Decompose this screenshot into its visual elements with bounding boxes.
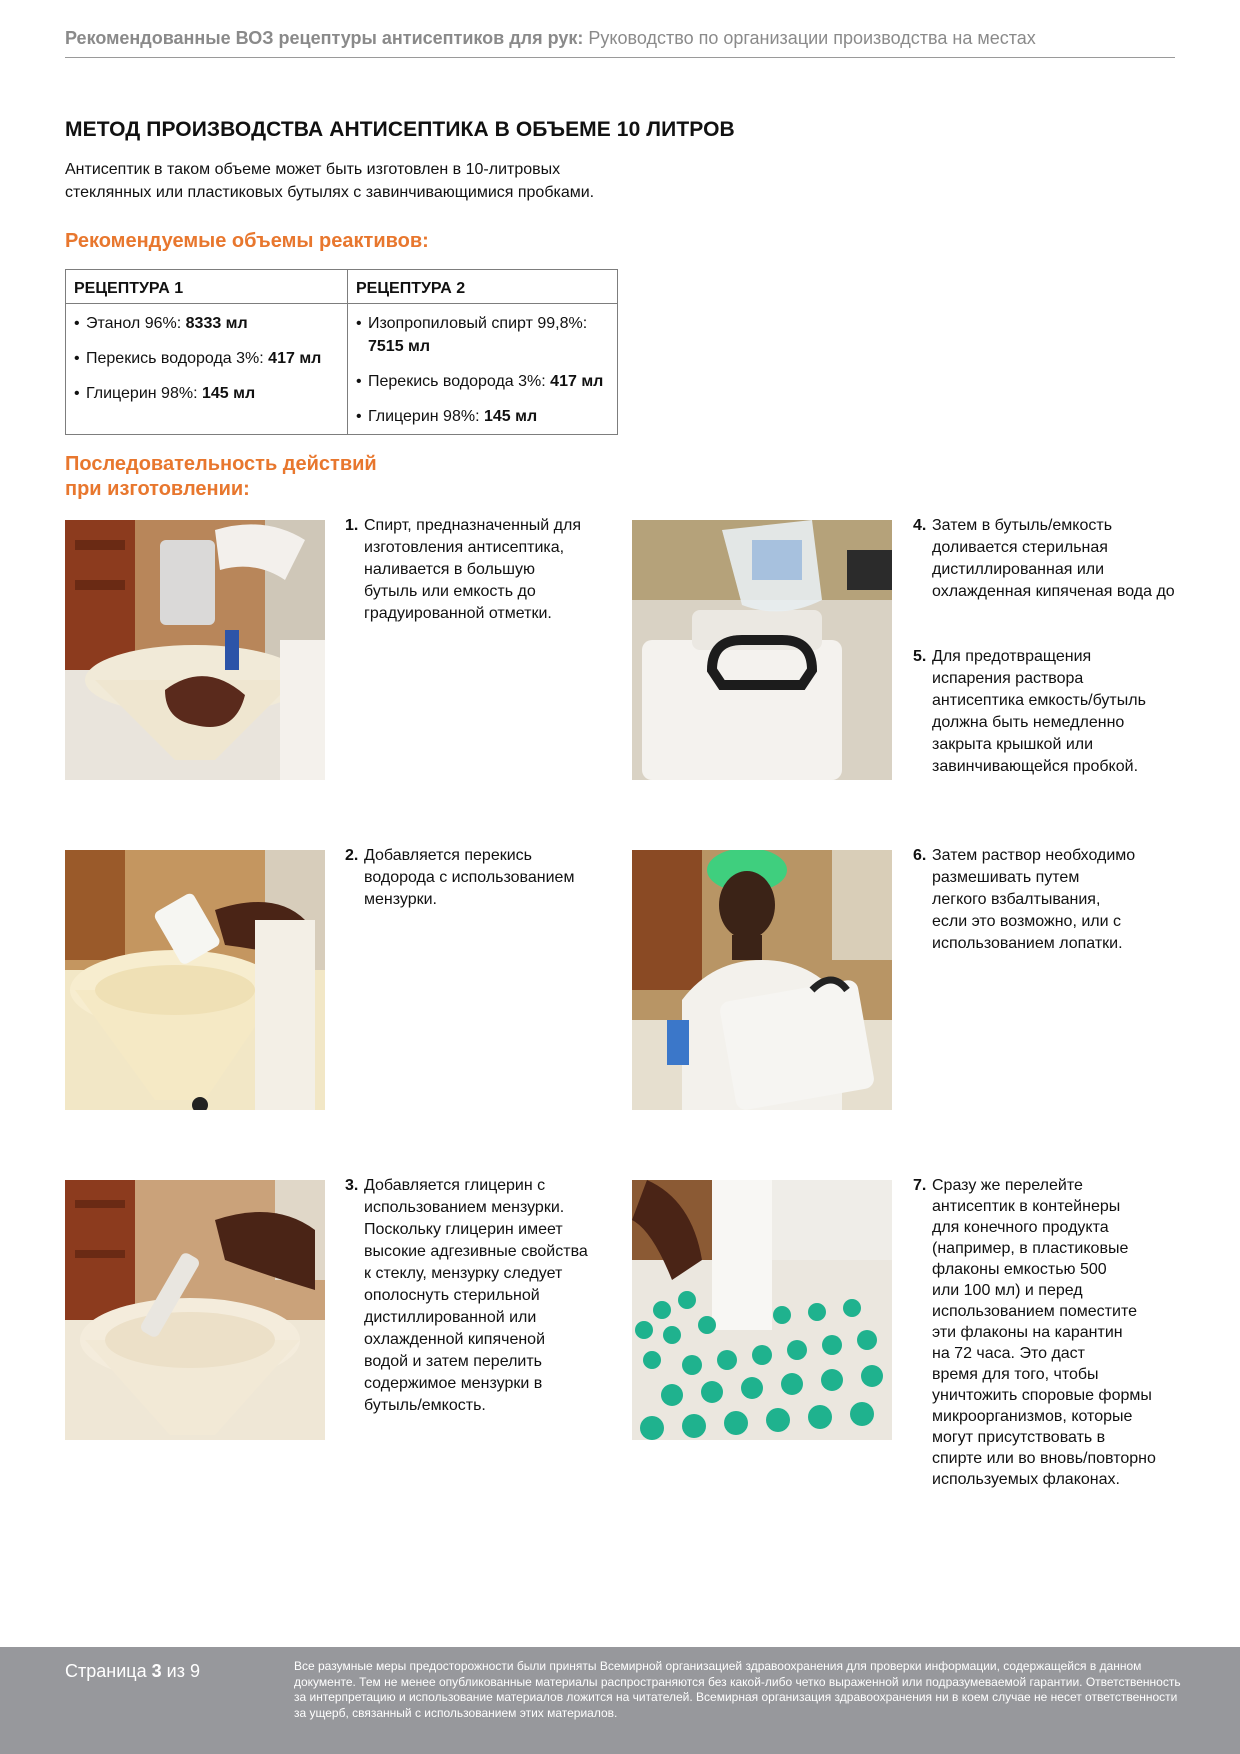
step-line: закрыта крышкой или	[932, 736, 1094, 753]
recipe-2-ingredients	[348, 304, 618, 435]
step-2-photo	[65, 850, 325, 1110]
step-line: дистиллированной или	[364, 1309, 537, 1326]
step-line: для конечного продукта	[932, 1219, 1109, 1236]
ingredient-name: Перекись водорода 3%:	[368, 373, 546, 390]
step-line: использованием лопатки.	[932, 935, 1123, 952]
ingredient-name: Изопропиловый спирт 99,8%:	[368, 315, 588, 332]
step-line: спирте или во вновь/повторно	[932, 1450, 1156, 1467]
page-number	[65, 1661, 200, 1682]
ingredient-item	[74, 312, 339, 335]
step-line: высокие адгезивные свойства	[364, 1243, 588, 1260]
step-line: доливается стерильная	[932, 539, 1108, 556]
ingredient-name: Перекись водорода 3%:	[86, 350, 264, 367]
recipe-1-heading: РЕЦЕПТУРА 1	[66, 270, 348, 304]
step-line: Для предотвращения	[932, 648, 1092, 665]
step-1-photo	[65, 520, 325, 780]
page-current: 3	[151, 1661, 162, 1681]
step-2-text	[345, 845, 610, 911]
step-line: водорода с использованием	[364, 869, 575, 886]
step-line: на 72 часа. Это даст	[932, 1345, 1085, 1362]
step-line: легкого взбалтывания,	[932, 891, 1101, 908]
ingredient-amount: 145 мл	[483, 408, 538, 425]
recipe-1-ingredients	[66, 304, 348, 435]
step-number: 7.	[913, 1177, 927, 1194]
sequence-heading-line-2: при изготовлении:	[65, 478, 250, 500]
step-line: используемых флаконах.	[932, 1471, 1120, 1488]
page-title: МЕТОД ПРОИЗВОДСТВА АНТИСЕПТИКА В ОБЪЕМЕ 10 ЛИТРОВ	[65, 118, 735, 141]
step-number: 3.	[345, 1177, 359, 1194]
step-line: Поскольку глицерин имеет	[364, 1221, 563, 1238]
ingredient-amount: 145 мл	[201, 385, 256, 402]
step-line: наливается в большую	[364, 561, 536, 578]
intro-line-2: стеклянных или пластиковых бутылях с завинчивающимися пробками.	[65, 184, 595, 201]
step-line: могут присутствовать в	[932, 1429, 1106, 1446]
recipes-table	[65, 269, 618, 435]
step-7-text	[913, 1175, 1188, 1490]
intro-paragraph	[65, 158, 665, 204]
step-line: Спирт, предназначенный для	[364, 517, 581, 534]
ingredient-item	[74, 347, 339, 370]
step-line: к стеклу, мензурку следует	[364, 1265, 563, 1282]
step-line: Затем раствор необходимо	[932, 847, 1136, 864]
running-header-bold: Рекомендованные ВОЗ рецептуры антисептиков для рук:	[65, 28, 584, 48]
step-line: размешивать путем	[932, 869, 1080, 886]
sequence-heading	[65, 452, 377, 502]
ingredient-item	[356, 370, 609, 393]
ingredient-item	[74, 382, 339, 405]
recipe-2-heading: РЕЦЕПТУРА 2	[348, 270, 618, 304]
volumes-heading: Рекомендуемые объемы реактивов:	[65, 230, 429, 252]
step-line: испарения раствора	[932, 670, 1084, 687]
step-number: 5.	[913, 648, 927, 665]
ingredient-amount: 417 мл	[268, 350, 322, 367]
step-line: использованием мензурки.	[364, 1199, 565, 1216]
ingredient-item	[356, 312, 609, 358]
step-line: изготовления антисептика,	[364, 539, 565, 556]
step-line: завинчивающейся пробкой.	[932, 758, 1139, 775]
step-line: антисептик в контейнеры	[932, 1198, 1121, 1215]
intro-line-1: Антисептик в таком объеме может быть изготовлен в 10-литровых	[65, 161, 561, 178]
step-line: уничтожить споровые формы	[932, 1387, 1152, 1404]
step-line: бутыль или емкость до	[364, 583, 536, 600]
step-line: градуированной отметки.	[364, 605, 552, 622]
page-total: из 9	[166, 1661, 200, 1681]
step-line: охлажденная кипяченая вода до	[932, 583, 1175, 600]
step-line: содержимое мензурки в	[364, 1375, 543, 1392]
step-line: время для того, чтобы	[932, 1366, 1099, 1383]
step-line: водой и затем перелить	[364, 1353, 543, 1370]
step-line: ополоснуть стерильной	[364, 1287, 540, 1304]
running-header-subtitle: Руководство по организации производства на местах	[588, 28, 1036, 48]
step-number: 6.	[913, 847, 927, 864]
step-6-text	[913, 845, 1188, 955]
step-line: бутыль/емкость.	[364, 1397, 486, 1414]
step-line: использованием поместите	[932, 1303, 1137, 1320]
step-3-photo	[65, 1180, 325, 1440]
page-word: Страница	[65, 1661, 147, 1681]
step-number: 2.	[345, 847, 359, 864]
step-line: Сразу же перелейте	[932, 1177, 1083, 1194]
ingredient-amount: 8333 мл	[185, 315, 248, 332]
step-line: Затем в бутыль/емкость	[932, 517, 1113, 534]
running-header	[65, 28, 1175, 58]
disclaimer-text: Все разумные меры предосторожности были приняты Всемирной организацией здравоохранения для проверки информации, содержащейся в данном документе. Тем не менее опубликованные материалы распространяются без какой-либо четко выраженной или подразумеваемой гарантии. Ответственность за интерпретацию и использование материалов ложится на читателей. Всемирная организация здравоохранения ни в коем случае не несет ответственности за ущерб, связанный с использованием этих материалов.	[294, 1659, 1181, 1720]
ingredient-amount: 7515 мл	[368, 338, 431, 355]
step-number: 4.	[913, 517, 927, 534]
step-4-text	[913, 515, 1188, 603]
step-line: (например, в пластиковые	[932, 1240, 1129, 1257]
step-line: микроорганизмов, которые	[932, 1408, 1133, 1425]
step-line: дистиллированная или	[932, 561, 1105, 578]
recipes-header-row	[66, 270, 618, 304]
page-footer	[0, 1647, 1240, 1754]
ingredient-amount: 417 мл	[550, 373, 604, 390]
step-line: охлажденной кипяченой	[364, 1331, 546, 1348]
sequence-heading-line-1: Последовательность действий	[65, 453, 377, 475]
step-line: Добавляется перекись	[364, 847, 532, 864]
step-5-text	[913, 646, 1188, 778]
step-line: или 100 мл) и перед	[932, 1282, 1083, 1299]
recipes-body-row	[66, 304, 618, 435]
ingredient-name: Глицерин 98%:	[86, 385, 198, 402]
step-line: мензурки.	[364, 891, 437, 908]
ingredient-name: Глицерин 98%:	[368, 408, 480, 425]
step-line: эти флаконы на карантин	[932, 1324, 1123, 1341]
step-number: 1.	[345, 517, 359, 534]
ingredient-item	[356, 405, 609, 428]
step-1-text	[345, 515, 610, 625]
step-4-photo	[632, 520, 892, 780]
step-6-photo	[632, 850, 892, 1110]
step-7-photo	[632, 1180, 892, 1440]
step-line: должна быть немедленно	[932, 714, 1125, 731]
step-line: Добавляется глицерин с	[364, 1177, 546, 1194]
step-line: антисептика емкость/бутыль	[932, 692, 1146, 709]
step-line: если это возможно, или с	[932, 913, 1121, 930]
step-3-text	[345, 1175, 615, 1417]
ingredient-name: Этанол 96%:	[86, 315, 182, 332]
step-line: флаконы емкостью 500	[932, 1261, 1107, 1278]
